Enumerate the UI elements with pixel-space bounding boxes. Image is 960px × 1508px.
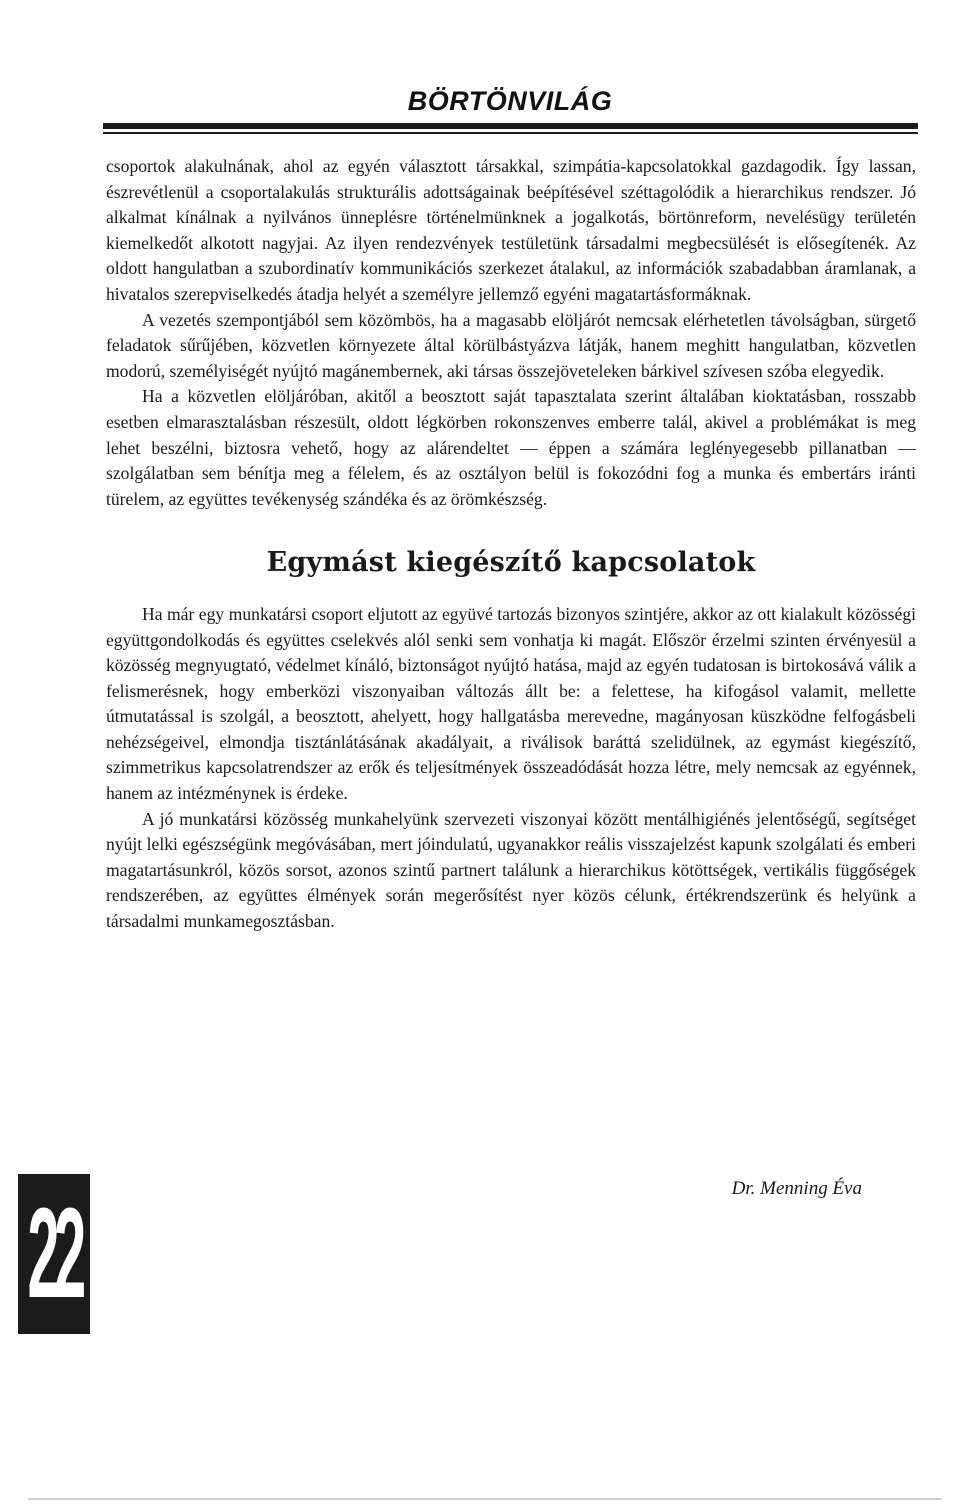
- running-header-title: BÖRTÖNVILÁG: [407, 86, 613, 116]
- header-rule-thin: [103, 132, 918, 134]
- paragraph-leadership: A vezetés szempontjából sem közömbös, ha a magasabb elöljárót nemcsak elérhetetlen távolságban, sürgető feladatok sűrűjében, közvetlen környezete által körülbástyázva látják, hanem meghitt hangulatban, közvetlen modorú, személyiségét nyújtó magánembernek, aki társas összejöveteleken bárkivel szívesen szóba elegyedik.: [106, 309, 916, 381]
- page-number: 22: [27, 1182, 81, 1325]
- paragraph-superior: Ha a közvetlen elöljáróban, akitől a beosztott saját tapasztalata szerint általában kioktatásban, rosszabb esetben elmarasztalásban részesült, oldott légkörben rokonszenves emberre talál, akivel a problémákat is meg lehet beszélni, biztosra vehető, hogy az alárendeltet — éppen a számára leglényegesebb pillanatban — szolgálatban sem bénítja meg a félelem, és az osztályon belül is fokozódni fog a munka és embertárs iránti türelem, az együttes tevékenység szándéka és az örömkészség.: [106, 386, 916, 509]
- section-heading: Egymást kiegészítő kapcsolatok: [266, 547, 756, 579]
- page-number-block: [18, 1174, 90, 1334]
- header-rule-thick: [103, 123, 918, 129]
- paragraph-continuation: csoportok alakulnának, ahol az egyén választott társakkal, szimpátia-kapcsolatokkal gazdagodik. Így lassan, észrevétlenül a csoportalakulás strukturális adottságainak beépítésével széttagolódik a hierarchikus rendszer. Jó alkalmat kínálnak a nyilvános ünneplésre történelmünknek a jogalkotás, börtönreform, nevelésügy területén kiemelkedőt alkotott nagyjai. Az ilyen rendezvények testületünk társadalmi megbecsülését is elősegítenék. Az oldott hangulatban a szubordinatív kommunikációs szerkezet átalakul, az információk szabadabban áramlanak, a hivatalos szerepviselkedés átadja helyét a személyre jellemző egyéni magatartásformáknak.: [106, 156, 916, 304]
- article-body: [106, 154, 916, 935]
- paragraph-section-1: Ha már egy munkatársi csoport eljutott az együvé tartozás bizonyos szintjére, akkor az ott kialakult közösségi együttgondolkodás és együttes cselekvés alól senki sem vonhatja ki magát. Először érzelmi szinten érvényesül a közösség megnyugtató, védelmet kínáló, biztonságot nyújtó hatása, majd az egyén tudatosan is birtokosává válik a felismerésnek, hogy emberközi viszonyaiban változás állt be: a felettese, ha kifogásol valamit, mellette útmutatással is szolgál, a beosztott, ahelyett, hogy hallgatásba merevedne, magányosan küszködne felfogásbeli nehézségeivel, elmondja tisztánlátásának akadályait, a riválisok baráttá szelidülnek, az egymást kiegészítő, szimmetrikus kapcsolatrendszer az erők és teljesítmények összeadódását hozza létre, mely nemcsak az egyénnek, hanem az intézménynek is érdeke.: [106, 603, 916, 804]
- author-signature: Dr. Menning Éva: [731, 1178, 862, 1199]
- page-bottom-edge: [28, 1498, 942, 1500]
- paragraph-section-2: A jó munkatársi közösség munkahelyünk szervezeti viszonyai között mentálhigiénés jelentőségű, segítséget nyújt lelki egészségünk megóvásában, mert jóindulatú, ugyanakkor reális visszajelzést kapunk szolgálati és emberi magatartásunkról, közös sorsot, azonos szintű partnert találunk a hierarchikus kötöttségek, vertikális függőségek rendszerében, az együttes élmények során megerősítést nyer közös célunk, értékrendszerünk és helyünk a társadalmi munkamegosztásban.: [106, 808, 916, 932]
